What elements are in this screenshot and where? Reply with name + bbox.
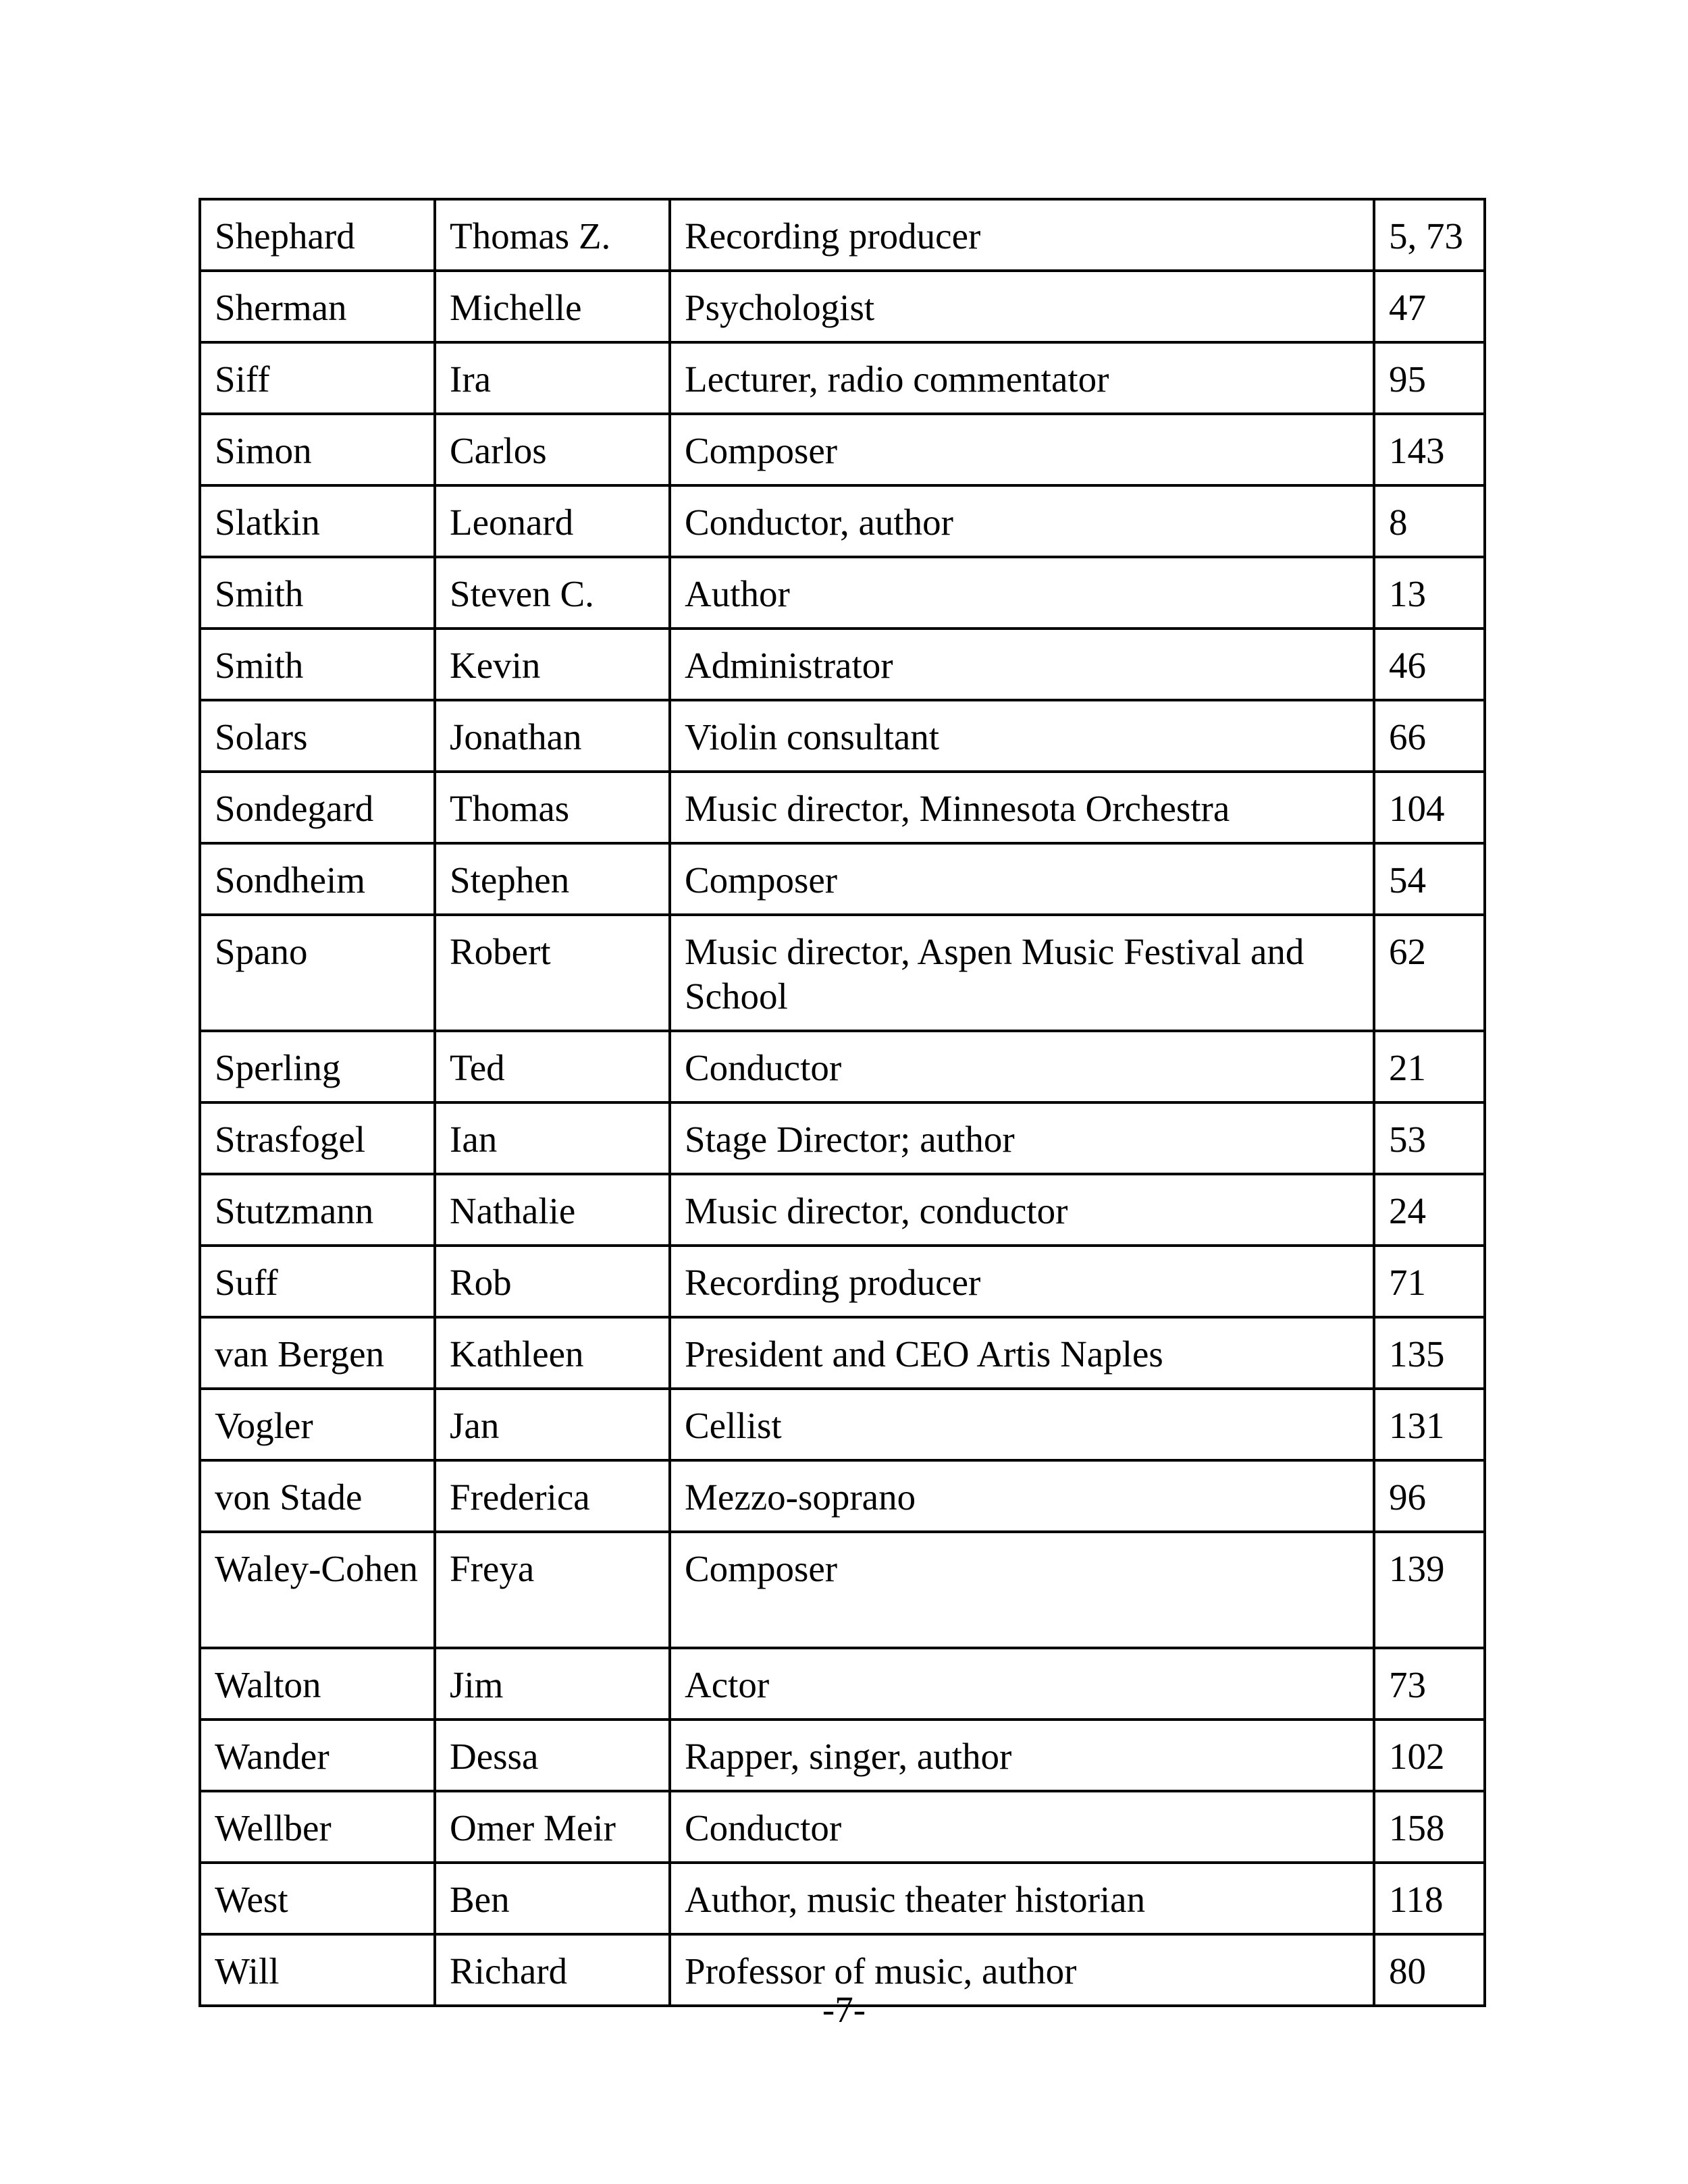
table-row <box>200 414 1485 485</box>
last-name-cell: Wellber <box>200 1791 435 1863</box>
first-name-cell: Jim <box>435 1648 670 1720</box>
table-row <box>200 1102 1485 1174</box>
table-row <box>200 1389 1485 1460</box>
last-name-cell: Vogler <box>200 1389 435 1460</box>
page-ref-cell: 143 <box>1374 414 1485 485</box>
last-name-cell: Stutzmann <box>200 1174 435 1246</box>
first-name-cell: Ian <box>435 1102 670 1174</box>
first-name-cell: Carlos <box>435 414 670 485</box>
first-name-cell: Frederica <box>435 1460 670 1532</box>
page-ref-cell: 135 <box>1374 1317 1485 1389</box>
page-number: -7- <box>822 1989 866 2030</box>
description-cell: Conductor <box>670 1791 1374 1863</box>
first-name-cell: Kevin <box>435 629 670 700</box>
page-ref-cell: 8 <box>1374 485 1485 557</box>
description-cell: Stage Director; author <box>670 1102 1374 1174</box>
first-name-cell: Nathalie <box>435 1174 670 1246</box>
description-cell: Music director, Minnesota Orchestra <box>670 772 1374 843</box>
table-row <box>200 1791 1485 1863</box>
description-cell: Recording producer <box>670 1246 1374 1317</box>
description-cell: President and CEO Artis Naples <box>670 1317 1374 1389</box>
first-name-cell: Thomas Z. <box>435 199 670 271</box>
description-cell: Psychologist <box>670 271 1374 342</box>
page-ref-cell: 62 <box>1374 915 1485 1031</box>
page-ref-cell: 53 <box>1374 1102 1485 1174</box>
description-cell: Mezzo-soprano <box>670 1460 1374 1532</box>
description-cell: Violin consultant <box>670 700 1374 772</box>
last-name-cell: Sondegard <box>200 772 435 843</box>
table-row <box>200 843 1485 915</box>
last-name-cell: van Bergen <box>200 1317 435 1389</box>
description-cell: Music director, conductor <box>670 1174 1374 1246</box>
page-ref-cell: 158 <box>1374 1791 1485 1863</box>
page-ref-cell: 5, 73 <box>1374 199 1485 271</box>
first-name-cell: Ben <box>435 1863 670 1934</box>
description-cell: Administrator <box>670 629 1374 700</box>
last-name-cell: Walton <box>200 1648 435 1720</box>
first-name-cell: Omer Meir <box>435 1791 670 1863</box>
description-cell: Cellist <box>670 1389 1374 1460</box>
last-name-cell: von Stade <box>200 1460 435 1532</box>
description-cell: Composer <box>670 414 1374 485</box>
last-name-cell: Smith <box>200 557 435 629</box>
last-name-cell: Will <box>200 1934 435 2006</box>
table-row <box>200 199 1485 271</box>
page-ref-cell: 118 <box>1374 1863 1485 1934</box>
description-cell: Lecturer, radio commentator <box>670 342 1374 414</box>
last-name-cell: Sherman <box>200 271 435 342</box>
table-row <box>200 629 1485 700</box>
page-ref-cell: 54 <box>1374 843 1485 915</box>
table-row <box>200 915 1485 1031</box>
table-row <box>200 1460 1485 1532</box>
first-name-cell: Jan <box>435 1389 670 1460</box>
table-row <box>200 1031 1485 1102</box>
table-row <box>200 1863 1485 1934</box>
page-ref-cell: 71 <box>1374 1246 1485 1317</box>
page-ref-cell: 96 <box>1374 1460 1485 1532</box>
last-name-cell: West <box>200 1863 435 1934</box>
last-name-cell: Strasfogel <box>200 1102 435 1174</box>
last-name-cell: Smith <box>200 629 435 700</box>
table-row <box>200 342 1485 414</box>
page-ref-cell: 66 <box>1374 700 1485 772</box>
table-row <box>200 557 1485 629</box>
last-name-cell: Suff <box>200 1246 435 1317</box>
page-ref-cell: 102 <box>1374 1720 1485 1791</box>
last-name-cell: Simon <box>200 414 435 485</box>
first-name-cell: Dessa <box>435 1720 670 1791</box>
description-cell: Rapper, singer, author <box>670 1720 1374 1791</box>
first-name-cell: Ira <box>435 342 670 414</box>
description-cell: Composer <box>670 843 1374 915</box>
first-name-cell: Thomas <box>435 772 670 843</box>
table-row <box>200 1648 1485 1720</box>
first-name-cell: Robert <box>435 915 670 1031</box>
description-cell: Conductor, author <box>670 485 1374 557</box>
last-name-cell: Siff <box>200 342 435 414</box>
page-ref-cell: 131 <box>1374 1389 1485 1460</box>
description-cell: Conductor <box>670 1031 1374 1102</box>
page-ref-cell: 13 <box>1374 557 1485 629</box>
page-ref-cell: 46 <box>1374 629 1485 700</box>
roster-table <box>199 198 1486 2007</box>
description-cell: Composer <box>670 1532 1374 1648</box>
table-row <box>200 700 1485 772</box>
first-name-cell: Stephen <box>435 843 670 915</box>
first-name-cell: Rob <box>435 1246 670 1317</box>
last-name-cell: Waley-Cohen <box>200 1532 435 1648</box>
page-ref-cell: 139 <box>1374 1532 1485 1648</box>
first-name-cell: Michelle <box>435 271 670 342</box>
table-row <box>200 772 1485 843</box>
table-row <box>200 1246 1485 1317</box>
table-row <box>200 1532 1485 1648</box>
description-cell: Recording producer <box>670 199 1374 271</box>
page-ref-cell: 24 <box>1374 1174 1485 1246</box>
last-name-cell: Wander <box>200 1720 435 1791</box>
description-cell: Professor of music, author <box>670 1934 1374 2006</box>
last-name-cell: Solars <box>200 700 435 772</box>
first-name-cell: Leonard <box>435 485 670 557</box>
table-row <box>200 271 1485 342</box>
page-ref-cell: 80 <box>1374 1934 1485 2006</box>
first-name-cell: Jonathan <box>435 700 670 772</box>
last-name-cell: Spano <box>200 915 435 1031</box>
first-name-cell: Steven C. <box>435 557 670 629</box>
page-ref-cell: 104 <box>1374 772 1485 843</box>
last-name-cell: Shephard <box>200 199 435 271</box>
page-ref-cell: 95 <box>1374 342 1485 414</box>
page-ref-cell: 21 <box>1374 1031 1485 1102</box>
first-name-cell: Richard <box>435 1934 670 2006</box>
table-row <box>200 1720 1485 1791</box>
first-name-cell: Ted <box>435 1031 670 1102</box>
last-name-cell: Slatkin <box>200 485 435 557</box>
page-ref-cell: 73 <box>1374 1648 1485 1720</box>
first-name-cell: Freya <box>435 1532 670 1648</box>
table-row <box>200 1317 1485 1389</box>
table-row <box>200 485 1485 557</box>
page-ref-cell: 47 <box>1374 271 1485 342</box>
last-name-cell: Sperling <box>200 1031 435 1102</box>
description-cell: Author, music theater historian <box>670 1863 1374 1934</box>
description-cell: Music director, Aspen Music Festival and School <box>670 915 1374 1031</box>
table-row <box>200 1174 1485 1246</box>
description-cell: Author <box>670 557 1374 629</box>
first-name-cell: Kathleen <box>435 1317 670 1389</box>
last-name-cell: Sondheim <box>200 843 435 915</box>
description-cell: Actor <box>670 1648 1374 1720</box>
